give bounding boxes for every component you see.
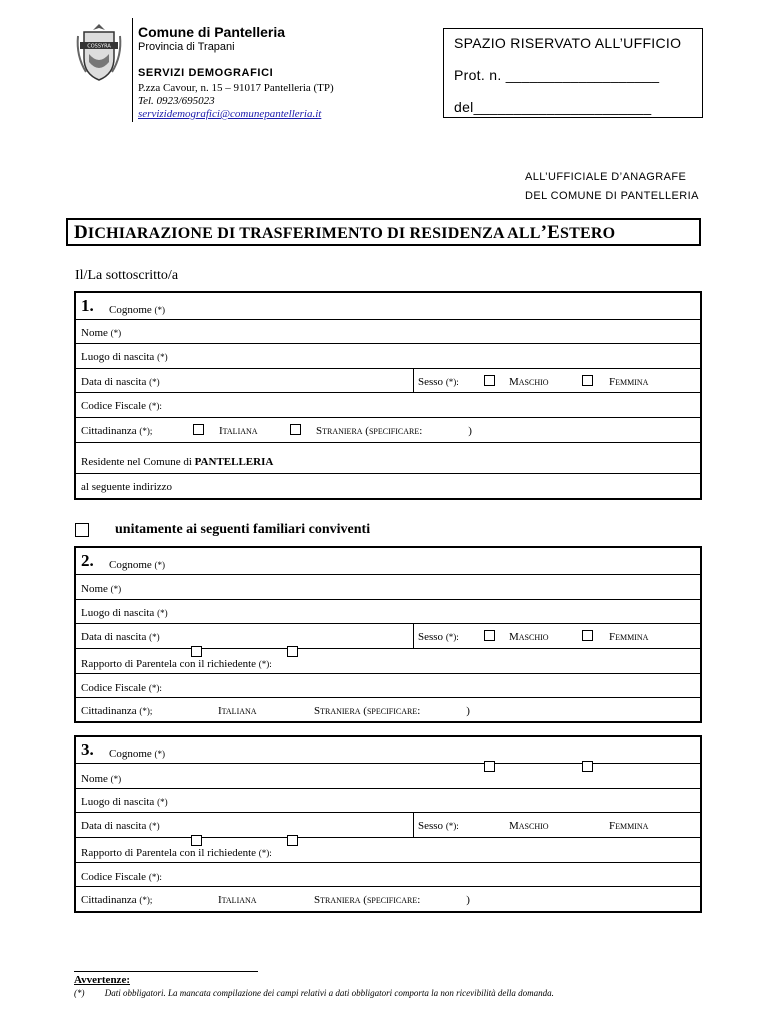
birthplace-field[interactable]: Luogo di nascita (*)	[81, 351, 168, 363]
footnote-rule	[74, 971, 258, 972]
foreign-specify-field[interactable]: Straniera (specificare: )	[314, 705, 470, 717]
name-field[interactable]: Nome (*)	[81, 773, 122, 785]
field-divider	[413, 624, 414, 648]
italian-checkbox[interactable]	[191, 835, 202, 846]
female-checkbox[interactable]	[582, 761, 593, 772]
person-section-1	[74, 291, 702, 500]
person-section-2	[74, 546, 702, 723]
municipality-coat-of-arms	[74, 22, 124, 82]
intro-text: Il/La sottoscritto/a	[75, 268, 179, 283]
org-email-link[interactable]: servizidemografici@comunepantelleria.it	[138, 108, 322, 120]
footnote-text: (*) Dati obbligatori. La mancata compilazione dei campi relativi a dati obbligatori comporta la non ricevibilità della domanda.	[74, 988, 554, 998]
female-checkbox[interactable]	[582, 375, 593, 386]
section-number: 2.	[81, 551, 94, 570]
relationship-field[interactable]: Rapporto di Parentela con il richiedente (*):	[81, 847, 272, 859]
foreign-checkbox[interactable]	[290, 424, 301, 435]
org-phone: Tel. 0923/695023	[138, 95, 215, 107]
surname-field[interactable]: Cognome (*)	[109, 748, 166, 760]
foreign-checkbox[interactable]	[287, 835, 298, 846]
female-label: Femmina	[609, 376, 649, 388]
male-checkbox[interactable]	[484, 375, 495, 386]
birthdate-field[interactable]: Data di nascita (*)	[81, 631, 160, 643]
protocol-number-field[interactable]: Prot. n. ___________________	[454, 67, 660, 83]
name-field[interactable]: Nome (*)	[81, 583, 122, 595]
tax-code-field[interactable]: Codice Fiscale (*):	[81, 400, 162, 412]
recipient-line-2: DEL COMUNE DI PANTELLERIA	[525, 190, 699, 202]
male-label: Maschio	[509, 631, 549, 643]
address-field[interactable]: al seguente indirizzo	[81, 481, 173, 493]
relationship-field[interactable]: Rapporto di Parentela con il richiedente (*):	[81, 658, 272, 670]
footnote-heading: Avvertenze:	[74, 974, 130, 986]
sex-label: Sesso (*):	[418, 820, 459, 832]
italian-label: Italiana	[218, 705, 257, 717]
tax-code-field[interactable]: Codice Fiscale (*):	[81, 682, 162, 694]
person-section-3	[74, 735, 702, 913]
section-number: 3.	[81, 740, 94, 759]
birthplace-field[interactable]: Luogo di nascita (*)	[81, 796, 168, 808]
sex-label: Sesso (*):	[418, 631, 459, 643]
name-field[interactable]: Nome (*)	[81, 327, 122, 339]
foreign-checkbox[interactable]	[287, 646, 298, 657]
org-province: Provincia di Trapani	[138, 41, 235, 53]
org-department: SERVIZI DEMOGRAFICI	[138, 67, 274, 79]
section-number: 1.	[81, 296, 94, 315]
field-divider	[413, 813, 414, 837]
foreign-specify-field[interactable]: Straniera (specificare: )	[316, 425, 472, 437]
family-members-option[interactable]	[75, 522, 370, 538]
recipient-line-1: ALL’UFFICIALE D’ANAGRAFE	[525, 171, 687, 183]
family-members-checkbox[interactable]	[75, 523, 89, 537]
org-name: Comune di Pantelleria	[138, 24, 286, 40]
citizenship-label: Cittadinanza (*);	[81, 425, 153, 437]
italian-label: Italiana	[218, 894, 257, 906]
tax-code-field[interactable]: Codice Fiscale (*):	[81, 871, 162, 883]
surname-field[interactable]: Cognome (*)	[109, 559, 166, 571]
office-reserved-box	[443, 28, 703, 118]
sex-label: Sesso (*):	[418, 376, 459, 388]
document-title: DICHIARAZIONE DI TRASFERIMENTO DI RESIDENZA ALL’ESTERO	[66, 218, 701, 246]
logo-banner-text: COSSYRA	[87, 43, 111, 50]
female-checkbox[interactable]	[582, 630, 593, 641]
field-divider	[413, 369, 414, 392]
family-members-label: unitamente ai seguenti familiari conviventi	[115, 522, 371, 537]
male-checkbox[interactable]	[484, 761, 495, 772]
male-label: Maschio	[509, 820, 549, 832]
surname-field[interactable]: Cognome (*)	[109, 304, 166, 316]
italian-label: Italiana	[219, 425, 258, 437]
org-address: P.zza Cavour, n. 15 – 91017 Pantelleria (TP)	[138, 82, 334, 94]
birthplace-field[interactable]: Luogo di nascita (*)	[81, 607, 168, 619]
male-checkbox[interactable]	[484, 630, 495, 641]
citizenship-label: Cittadinanza (*);	[81, 894, 153, 906]
female-label: Femmina	[609, 631, 649, 643]
citizenship-label: Cittadinanza (*);	[81, 705, 153, 717]
residence-municipality: Residente nel Comune di PANTELLERIA	[81, 456, 274, 468]
male-label: Maschio	[509, 376, 549, 388]
birthdate-field[interactable]: Data di nascita (*)	[81, 376, 160, 388]
protocol-date-field[interactable]: del______________________	[454, 99, 652, 115]
italian-checkbox[interactable]	[193, 424, 204, 435]
female-label: Femmina	[609, 820, 649, 832]
office-box-title: SPAZIO RISERVATO ALL’UFFICIO	[454, 35, 682, 51]
birthdate-field[interactable]: Data di nascita (*)	[81, 820, 160, 832]
italian-checkbox[interactable]	[191, 646, 202, 657]
foreign-specify-field[interactable]: Straniera (specificare: )	[314, 894, 470, 906]
header-divider	[132, 18, 133, 122]
